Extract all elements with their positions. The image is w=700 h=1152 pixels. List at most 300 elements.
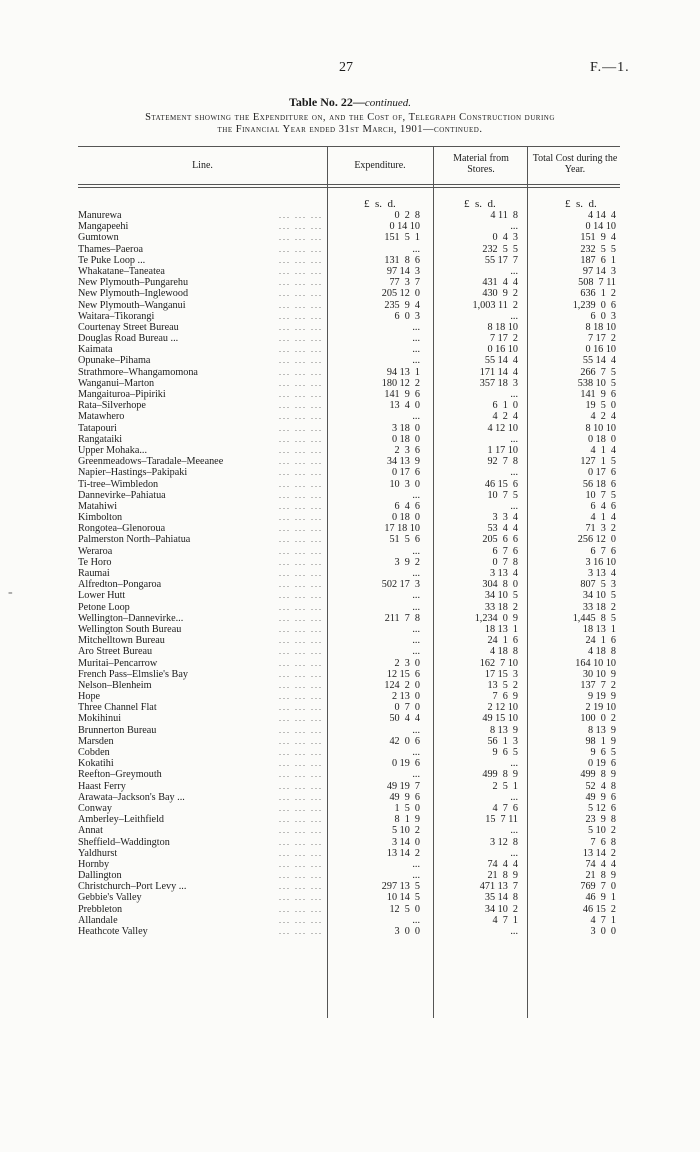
table-row bbox=[78, 602, 620, 613]
table-row bbox=[78, 434, 620, 445]
row-total: 21 8 9 bbox=[585, 870, 616, 882]
row-total: 499 8 9 bbox=[580, 769, 616, 781]
table-row bbox=[78, 736, 620, 747]
row-total: 0 18 0 bbox=[587, 433, 616, 445]
row-leader-dots: ... ... ... bbox=[279, 759, 323, 769]
row-leader-dots: ... ... ... bbox=[279, 848, 323, 858]
row-line-name: Mitchelltown Bureau bbox=[78, 635, 165, 647]
row-expenditure: 13 4 0 bbox=[389, 400, 420, 412]
row-line-name: Rongotea–Glenoroua bbox=[78, 523, 166, 535]
row-expenditure: 97 14 3 bbox=[386, 265, 420, 277]
row-material: 35 14 8 bbox=[484, 892, 518, 904]
row-material: 1,234 0 9 bbox=[474, 612, 518, 624]
row-material: 53 4 4 bbox=[487, 523, 518, 535]
row-material: ... bbox=[510, 467, 518, 479]
row-leader-dots: ... ... ... bbox=[279, 680, 323, 690]
row-total: 6 0 3 bbox=[590, 310, 616, 322]
row-line-name: Mangaiturоа–Pipiriki bbox=[78, 389, 166, 400]
table-row bbox=[78, 255, 620, 266]
row-expenditure: ... bbox=[412, 321, 420, 333]
row-material: ... bbox=[510, 265, 518, 277]
header-line: Line. bbox=[192, 160, 213, 171]
table-row bbox=[78, 344, 620, 355]
row-line-name: Sheffield–Waddington bbox=[78, 836, 170, 848]
row-expenditure: 0 2 8 bbox=[394, 210, 420, 221]
row-expenditure: 10 14 5 bbox=[386, 892, 420, 904]
row-expenditure: ... bbox=[412, 489, 420, 501]
table-row bbox=[78, 378, 620, 389]
row-total: 24 1 6 bbox=[585, 635, 616, 647]
row-leader-dots: ... ... ... bbox=[279, 803, 323, 813]
row-expenditure: ... bbox=[412, 590, 420, 602]
table-row bbox=[78, 523, 620, 534]
row-leader-dots: ... ... ... bbox=[279, 233, 323, 243]
row-line-name: Kaimata bbox=[78, 344, 113, 356]
row-expenditure: 49 19 7 bbox=[386, 780, 420, 792]
table-title bbox=[0, 95, 700, 110]
row-material: ... bbox=[510, 926, 518, 937]
row-line-name: Opunake–Pihama bbox=[78, 355, 151, 367]
row-expenditure: ... bbox=[412, 344, 420, 356]
row-material: 15 7 11 bbox=[485, 814, 518, 826]
row-leader-dots: ... ... ... bbox=[279, 501, 323, 511]
row-leader-dots: ... ... ... bbox=[279, 703, 323, 713]
row-leader-dots: ... ... ... bbox=[279, 434, 323, 444]
row-expenditure: 13 14 2 bbox=[386, 847, 420, 859]
table-row bbox=[78, 881, 620, 892]
row-leader-dots: ... ... ... bbox=[279, 546, 323, 556]
row-leader-dots: ... ... ... bbox=[279, 636, 323, 646]
row-line-name: Raumai bbox=[78, 568, 110, 579]
row-leader-dots: ... ... ... bbox=[279, 278, 323, 288]
row-expenditure: ... bbox=[412, 914, 420, 926]
row-total: 7 6 8 bbox=[590, 836, 616, 848]
row-material: 2 12 10 bbox=[487, 702, 518, 714]
row-expenditure: ... bbox=[412, 870, 420, 882]
row-line-name: Te Puke Loop ... bbox=[78, 254, 146, 266]
table-row bbox=[78, 669, 620, 680]
row-material: 55 14 4 bbox=[484, 355, 518, 367]
row-line-name: Prebbleton bbox=[78, 903, 123, 915]
table-row bbox=[78, 781, 620, 792]
row-expenditure: ... bbox=[412, 601, 420, 613]
row-line-name: Wanganui–Marton bbox=[78, 377, 155, 389]
row-line-name: Alfredton–Pongaroa bbox=[78, 579, 162, 591]
row-material: 33 18 2 bbox=[484, 601, 518, 613]
row-line-name: Wellington South Bureau bbox=[78, 623, 182, 635]
row-total: 49 9 6 bbox=[585, 791, 616, 803]
row-leader-dots: ... ... ... bbox=[279, 658, 323, 668]
table-row bbox=[78, 311, 620, 322]
row-line-name: Hope bbox=[78, 691, 101, 703]
units-total: £ s. d. bbox=[565, 198, 597, 210]
row-leader-dots: ... ... ... bbox=[279, 367, 323, 377]
row-material: 3 3 4 bbox=[492, 512, 518, 524]
row-material: 3 13 4 bbox=[489, 568, 518, 579]
row-total: 807 5 3 bbox=[580, 579, 616, 591]
table-row bbox=[78, 400, 620, 411]
row-leader-dots: ... ... ... bbox=[279, 927, 323, 936]
row-total: 98 1 9 bbox=[585, 735, 616, 747]
row-material: 34 10 2 bbox=[484, 903, 518, 915]
row-material: 6 1 0 bbox=[492, 400, 518, 412]
row-total: 137 7 2 bbox=[580, 679, 616, 691]
row-line-name: Annat bbox=[78, 825, 103, 837]
table-row bbox=[78, 467, 620, 478]
table-title-continued: continued. bbox=[364, 97, 412, 109]
row-total: 8 18 10 bbox=[585, 321, 616, 333]
row-leader-dots: ... ... ... bbox=[279, 859, 323, 869]
table-row bbox=[78, 411, 620, 422]
row-material: 74 4 4 bbox=[487, 858, 518, 870]
table-row bbox=[78, 870, 620, 881]
row-leader-dots: ... ... ... bbox=[279, 356, 323, 366]
table-row bbox=[78, 624, 620, 635]
header-bottom-rule-double bbox=[78, 187, 620, 188]
row-total: 187 6 1 bbox=[580, 254, 616, 266]
table-title-main: Table No. 22— bbox=[288, 95, 365, 109]
row-leader-dots: ... ... ... bbox=[279, 211, 323, 220]
row-leader-dots: ... ... ... bbox=[279, 826, 323, 836]
row-line-name: Arawata–Jackson's Bay ... bbox=[78, 791, 185, 803]
table-row bbox=[78, 680, 620, 691]
row-line-name: Three Channel Flat bbox=[78, 702, 157, 714]
table-row bbox=[78, 288, 620, 299]
row-expenditure: ... bbox=[412, 411, 420, 423]
row-leader-dots: ... ... ... bbox=[279, 266, 323, 276]
row-total: 6 7 6 bbox=[590, 545, 616, 557]
table-row bbox=[78, 635, 620, 646]
table-row bbox=[78, 646, 620, 657]
row-material: ... bbox=[510, 310, 518, 322]
table-row bbox=[78, 277, 620, 288]
row-material: 34 10 5 bbox=[484, 590, 518, 602]
margin-mark: - bbox=[8, 585, 13, 600]
row-line-name: Greenmeadows–Taradale–Meeanee bbox=[78, 456, 224, 468]
row-material: 0 7 8 bbox=[492, 556, 518, 568]
row-expenditure: ... bbox=[412, 568, 420, 579]
row-material: 162 7 10 bbox=[479, 657, 518, 669]
row-total: 4 1 4 bbox=[590, 444, 616, 456]
row-expenditure: 211 7 8 bbox=[384, 612, 420, 624]
table-row bbox=[78, 501, 620, 512]
row-line-name: Tatapouri bbox=[78, 422, 117, 434]
row-line-name: Waitara–Tikorangi bbox=[78, 310, 155, 322]
row-expenditure: ... bbox=[412, 769, 420, 781]
row-material: 171 14 4 bbox=[479, 366, 518, 378]
row-expenditure: 2 3 6 bbox=[394, 444, 420, 456]
row-total: 9 19 9 bbox=[587, 691, 616, 703]
units-expenditure: £ s. d. bbox=[364, 198, 396, 210]
row-expenditure: 34 13 9 bbox=[386, 456, 420, 468]
header-total: Total Cost during the Year. bbox=[532, 153, 618, 175]
table-row bbox=[78, 725, 620, 736]
row-total: 127 1 5 bbox=[580, 456, 616, 468]
row-line-name: Ti-tree–Wimbledon bbox=[78, 478, 159, 490]
row-expenditure: 0 7 0 bbox=[394, 702, 420, 714]
row-total: 52 4 8 bbox=[585, 780, 616, 792]
row-line-name: Wellington–Dannevirke... bbox=[78, 612, 184, 624]
row-leader-dots: ... ... ... bbox=[279, 725, 323, 735]
row-material: ... bbox=[510, 847, 518, 859]
row-line-name: Douglas Road Bureau ... bbox=[78, 333, 179, 345]
table-row bbox=[78, 803, 620, 814]
row-material: 6 7 6 bbox=[492, 545, 518, 557]
row-material: 8 13 9 bbox=[489, 724, 518, 736]
row-line-name: Te Horo bbox=[78, 556, 112, 568]
row-total: 636 1 2 bbox=[580, 288, 616, 300]
row-leader-dots: ... ... ... bbox=[279, 457, 323, 467]
row-leader-dots: ... ... ... bbox=[279, 345, 323, 355]
row-material: 4 7 1 bbox=[492, 914, 518, 926]
row-expenditure: 51 5 6 bbox=[389, 534, 420, 546]
row-line-name: Allandale bbox=[78, 914, 118, 926]
row-leader-dots: ... ... ... bbox=[279, 255, 323, 265]
row-expenditure: 131 8 6 bbox=[384, 254, 420, 266]
row-material: ... bbox=[510, 500, 518, 512]
row-line-name: Dallington bbox=[78, 870, 122, 882]
row-total: 8 13 9 bbox=[587, 724, 616, 736]
row-material: ... bbox=[510, 791, 518, 803]
table-row bbox=[78, 300, 620, 311]
row-leader-dots: ... ... ... bbox=[279, 557, 323, 567]
row-material: ... bbox=[510, 758, 518, 770]
row-expenditure: 49 9 6 bbox=[389, 791, 420, 803]
row-line-name: Lower Hutt bbox=[78, 590, 126, 602]
row-leader-dots: ... ... ... bbox=[279, 647, 323, 657]
table-row bbox=[78, 904, 620, 915]
row-total: 18 13 1 bbox=[582, 623, 616, 635]
row-total: 3 16 10 bbox=[585, 556, 616, 568]
table-row bbox=[78, 859, 620, 870]
row-leader-dots: ... ... ... bbox=[279, 513, 323, 523]
row-expenditure: 1 5 0 bbox=[394, 802, 420, 814]
table-body bbox=[78, 210, 620, 937]
row-expenditure: 5 10 2 bbox=[391, 825, 420, 837]
row-leader-dots: ... ... ... bbox=[279, 412, 323, 422]
row-expenditure: ... bbox=[412, 646, 420, 658]
row-line-name: Rangataiki bbox=[78, 433, 123, 445]
table-row bbox=[78, 758, 620, 769]
row-expenditure: 77 3 7 bbox=[389, 277, 420, 289]
row-leader-dots: ... ... ... bbox=[279, 490, 323, 500]
row-total: 5 10 2 bbox=[587, 825, 616, 837]
row-line-name: Palmerston North–Pahiatua bbox=[78, 534, 191, 546]
row-leader-dots: ... ... ... bbox=[279, 378, 323, 388]
row-material: 17 15 3 bbox=[484, 668, 518, 680]
row-total: 4 18 8 bbox=[587, 646, 616, 658]
row-leader-dots: ... ... ... bbox=[279, 602, 323, 612]
row-line-name: Napier–Hastings–Pakipaki bbox=[78, 467, 188, 479]
table-row bbox=[78, 244, 620, 255]
row-leader-dots: ... ... ... bbox=[279, 334, 323, 344]
table-row bbox=[78, 713, 620, 724]
row-total: 100 0 2 bbox=[580, 713, 616, 725]
row-total: 6 4 6 bbox=[590, 500, 616, 512]
row-total: 0 17 6 bbox=[587, 467, 616, 479]
table-row bbox=[78, 490, 620, 501]
row-material: 10 7 5 bbox=[487, 489, 518, 501]
row-leader-dots: ... ... ... bbox=[279, 871, 323, 881]
row-leader-dots: ... ... ... bbox=[279, 748, 323, 757]
row-material: ... bbox=[510, 221, 518, 233]
table-row bbox=[78, 534, 620, 545]
row-material: 21 8 9 bbox=[487, 870, 518, 882]
row-expenditure: 6 4 6 bbox=[394, 500, 420, 512]
table-row bbox=[78, 702, 620, 713]
row-material: 357 18 3 bbox=[479, 377, 518, 389]
row-total: 19 5 0 bbox=[585, 400, 616, 412]
row-total: 4 2 4 bbox=[590, 411, 616, 423]
row-material: 431 4 4 bbox=[482, 277, 518, 289]
row-leader-dots: ... ... ... bbox=[279, 714, 323, 724]
row-material: ... bbox=[510, 433, 518, 445]
row-total: 13 14 2 bbox=[582, 847, 616, 859]
row-line-name: New Plymouth–Inglewood bbox=[78, 288, 189, 300]
row-expenditure: 151 5 1 bbox=[384, 232, 420, 244]
row-total: 7 17 2 bbox=[587, 333, 616, 345]
row-expenditure: 205 12 0 bbox=[381, 288, 420, 300]
row-total: 30 10 9 bbox=[582, 668, 616, 680]
row-expenditure: 3 18 0 bbox=[391, 422, 420, 434]
row-expenditure: ... bbox=[412, 858, 420, 870]
row-material: 49 15 10 bbox=[482, 713, 518, 725]
row-leader-dots: ... ... ... bbox=[279, 915, 323, 925]
row-line-name: Kimbolton bbox=[78, 512, 123, 524]
table-top-rule bbox=[78, 146, 620, 147]
row-total: 46 9 1 bbox=[585, 892, 616, 904]
row-expenditure: ... bbox=[412, 355, 420, 367]
row-leader-dots: ... ... ... bbox=[279, 837, 323, 847]
row-total: 23 9 8 bbox=[585, 814, 616, 826]
row-material: 18 13 1 bbox=[484, 623, 518, 635]
row-line-name: Haast Ferry bbox=[78, 780, 126, 792]
row-line-name: Matawhero bbox=[78, 411, 125, 423]
row-expenditure: 0 17 6 bbox=[391, 467, 420, 479]
row-expenditure: 2 3 0 bbox=[394, 657, 420, 669]
table-row bbox=[78, 479, 620, 490]
row-leader-dots: ... ... ... bbox=[279, 524, 323, 534]
row-leader-dots: ... ... ... bbox=[279, 401, 323, 411]
row-total: 151 9 4 bbox=[580, 232, 616, 244]
row-leader-dots: ... ... ... bbox=[279, 669, 323, 679]
row-material: ... bbox=[510, 825, 518, 837]
row-total: 508 7 11 bbox=[578, 277, 616, 289]
row-line-name: Cobden bbox=[78, 747, 110, 758]
row-total: 4 7 1 bbox=[590, 914, 616, 926]
row-leader-dots: ... ... ... bbox=[279, 893, 323, 903]
row-expenditure: 12 15 6 bbox=[386, 668, 420, 680]
row-line-name: Petone Loop bbox=[78, 601, 130, 613]
row-line-name: Strathmore–Whangamomona bbox=[78, 366, 198, 378]
row-leader-dots: ... ... ... bbox=[279, 289, 323, 299]
row-expenditure: 297 13 5 bbox=[381, 881, 420, 893]
row-total: 55 14 4 bbox=[582, 355, 616, 367]
table-row bbox=[78, 355, 620, 366]
row-expenditure: ... bbox=[412, 747, 420, 758]
row-leader-dots: ... ... ... bbox=[279, 781, 323, 791]
table-row bbox=[78, 613, 620, 624]
row-leader-dots: ... ... ... bbox=[279, 244, 323, 254]
row-line-name: Rata–Silverhope bbox=[78, 400, 146, 412]
row-line-name: Gumtown bbox=[78, 232, 119, 244]
row-material: 7 6 9 bbox=[492, 691, 518, 703]
table-row bbox=[78, 333, 620, 344]
row-leader-dots: ... ... ... bbox=[279, 580, 323, 590]
table-row bbox=[78, 456, 620, 467]
row-line-name: Muritai–Pencarrow bbox=[78, 657, 158, 669]
row-total: 0 19 6 bbox=[587, 758, 616, 770]
table-row bbox=[78, 747, 620, 758]
row-total: 56 18 6 bbox=[582, 478, 616, 490]
row-leader-dots: ... ... ... bbox=[279, 311, 323, 321]
row-leader-dots: ... ... ... bbox=[279, 390, 323, 399]
header-expenditure: Expenditure. bbox=[354, 160, 406, 171]
row-material: 205 6 6 bbox=[482, 534, 518, 546]
row-material: 2 5 1 bbox=[492, 780, 518, 792]
table-row bbox=[78, 322, 620, 333]
table-row bbox=[78, 590, 620, 601]
row-line-name: Upper Mohaka... bbox=[78, 444, 148, 456]
row-expenditure: 235 9 4 bbox=[384, 299, 420, 311]
row-material: 3 12 8 bbox=[489, 836, 518, 848]
table-row bbox=[78, 389, 620, 400]
row-expenditure: ... bbox=[412, 333, 420, 345]
row-total: 164 10 10 bbox=[575, 657, 616, 669]
row-leader-dots: ... ... ... bbox=[279, 468, 323, 478]
row-line-name: Dannevirke–Pahiatua bbox=[78, 489, 166, 501]
row-leader-dots: ... ... ... bbox=[279, 300, 323, 310]
row-expenditure: 502 17 3 bbox=[381, 579, 420, 591]
row-line-name: Nelson–Blenheim bbox=[78, 679, 152, 691]
row-total: 1,445 8 5 bbox=[572, 612, 616, 624]
table-row bbox=[78, 792, 620, 803]
row-material: 0 4 3 bbox=[492, 232, 518, 244]
row-leader-dots: ... ... ... bbox=[279, 445, 323, 455]
row-material: 4 11 8 bbox=[490, 210, 518, 221]
row-expenditure: 180 12 2 bbox=[381, 377, 420, 389]
row-expenditure: 3 0 0 bbox=[394, 926, 420, 937]
row-line-name: Thames–Paeroa bbox=[78, 243, 144, 255]
row-material: 0 16 10 bbox=[487, 344, 518, 356]
table-row bbox=[78, 266, 620, 277]
table-row bbox=[78, 814, 620, 825]
row-line-name: Weraroa bbox=[78, 545, 113, 557]
table-row bbox=[78, 691, 620, 702]
statement-line-2: the Financial Year ended 31st March, 1901—continued. bbox=[217, 124, 483, 135]
row-expenditure: 0 19 6 bbox=[391, 758, 420, 770]
row-line-name: Marsden bbox=[78, 735, 114, 747]
table-row bbox=[78, 546, 620, 557]
row-expenditure: 17 18 10 bbox=[384, 523, 420, 535]
row-expenditure: 42 0 6 bbox=[389, 735, 420, 747]
row-expenditure: ... bbox=[412, 243, 420, 255]
row-total: 4 14 4 bbox=[587, 210, 616, 221]
row-total: 74 4 4 bbox=[585, 858, 616, 870]
statement-line-1: Statement showing the Expenditure on, and the Cost of, Telegraph Construction during bbox=[145, 112, 555, 123]
row-line-name: New Plymouth–Wanganui bbox=[78, 299, 186, 311]
row-total: 9 6 5 bbox=[590, 747, 616, 758]
row-expenditure: 3 14 0 bbox=[391, 836, 420, 848]
document-code: F.—1. bbox=[590, 60, 630, 75]
table-row bbox=[78, 557, 620, 568]
row-line-name: Whakatane–Taneatea bbox=[78, 265, 165, 277]
row-line-name: Conway bbox=[78, 802, 112, 814]
row-total: 0 16 10 bbox=[585, 344, 616, 356]
table-row bbox=[78, 367, 620, 378]
row-expenditure: 94 13 1 bbox=[386, 366, 420, 378]
row-material: 13 5 2 bbox=[487, 679, 518, 691]
